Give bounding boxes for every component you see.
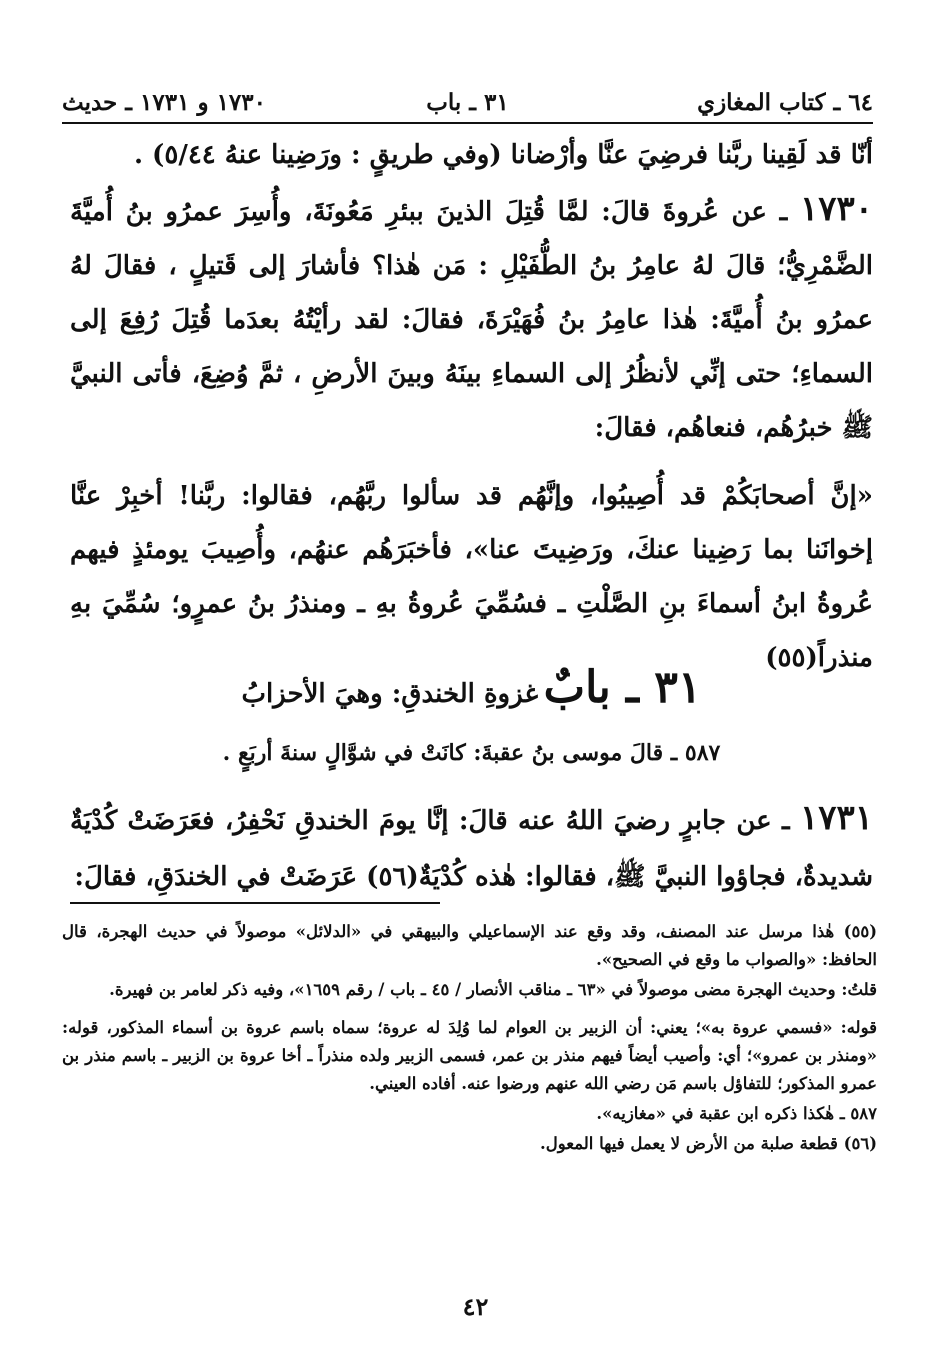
hadith-1731 xyxy=(70,790,873,905)
hadith-number: ١٧٣١ xyxy=(799,798,873,838)
hadith-number: ١٧٣٠ xyxy=(799,189,873,229)
footnote: ٥٨٧ ـ هٰكذا ذكره ابن عقبة في «مغازيه». xyxy=(596,1104,877,1123)
footnote: (٥٦) قطعة صلبة من الأرض لا يعمل فيها المعول. xyxy=(539,1134,877,1153)
chapter-heading xyxy=(70,662,873,713)
header-book-title: ٦٤ ـ كتاب المغازي xyxy=(697,89,873,116)
footnotes xyxy=(62,918,877,1160)
running-header xyxy=(62,78,873,124)
chapter-number: ٣١ ـ بابٌ xyxy=(543,662,702,713)
main-text xyxy=(70,128,873,685)
hadith-text: ـ عن جابرٍ رضيَ اللهُ عنه قالَ: إنَّا يومَ الخندقِ نَحْفِرُ، فعَرَضَتْ كُدْيَةٌ شديدةٌ، فجاؤوا النبيَّ ﷺ، فقالوا: هٰذه كُدْيَةٌ(٥٦) عَرَضَتْ في الخندَقِ، فقالَ: xyxy=(70,806,873,892)
footnote: قلتُ: وحديث الهجرة مضى موصولاً في «٦٣ ـ مناقب الأنصار / ٤٥ ـ باب / رقم ١٦٥٩»، وفيه ذكر لعامر بن فهيرة. xyxy=(109,980,877,999)
chapter-title: غزوةِ الخندقِ: وهيَ الأحزابُ xyxy=(241,679,539,709)
header-hadith-range: ١٧٣٠ و ١٧٣١ ـ حديث xyxy=(62,89,266,116)
page-number: ٤٢ xyxy=(462,1292,489,1321)
footnote-divider xyxy=(70,902,440,904)
hadith-text: ـ عن عُروةَ قالَ: لمَّا قُتِلَ الذينَ ببئرِ مَعُونَةَ، وأُسِرَ عمرُو بنُ أُميَّةَ الضَّمْرِيُّ؛ قالَ لهُ عامِرُ بنُ الطُّفَيْلِ : مَن هٰذا؟ فأشارَ إلى قَتيلٍ ، فقالَ لهُ عمرُو بنُ أُميَّةَ: هٰذا عامِرُ بنُ فُهَيْرَةَ، فقالَ: لقد رأيْتُهُ بعدَما قُتِلَ رُفِعَ إلى السماءِ؛ حتى إنِّي لأنظُرُ إلى السماءِ بينَهُ وبينَ الأرضِ ، ثمَّ وُضِعَ، فأتى النبيَّ ﷺ خبرُهُم، فنعاهُم، فقالَ: xyxy=(70,197,873,443)
header-chapter: ٣١ ـ باب xyxy=(426,89,509,116)
footnote: قوله: «فسمي عروة به»؛ يعني: أن الزبير بن العوام لما وُلِدَ له عروة؛ سماه باسم عروة بن أسماء المذكور، قوله: «ومنذر بن عمرو»؛ أي: وأصيب أيضاً فيهم منذر بن عمر، فسمى الزبير ولده منذراً ـ أخا عروة بن الزبير ـ باسم منذر بن عمرو المذكور؛ للتفاؤل باسم مَن رضي الله عنهم ورضوا عنه. أفاده العيني. xyxy=(62,1018,877,1093)
footnote: (٥٥) هٰذا مرسل عند المصنف، وقد وقع عند الإسماعيلي والبيهقي في «الدلائل» موصولاً في حديث الهجرة، قال الحافظ: «والصواب ما وقع في الصحيح». xyxy=(62,922,877,969)
hadith-quote: «إنَّ أصحابَكُمْ قد أُصِيبُوا، وإنَّهُم قد سألوا ربَّهُم، فقالوا: ربَّنا! أخبِرْ عنَّا إخوانَنا بما رَضِينا عنكَ، ورَضِيتَ عنا»، فأخبَرَهُم عنهُم، وأُصِيبَ يومئذٍ فيهم عُروةُ ابنُ أسماءَ بنِ الصَّلْتِ ـ فسُمِّيَ عُروةُ بهِ ـ ومنذرُ بنُ عمرٍو؛ سُمِّيَ بهِ منذراً(٥٥) xyxy=(70,481,873,673)
note-587: ٥٨٧ ـ قالَ موسى بنُ عقبةَ: كانَتْ في شوَّالٍ سنةَ أربَعٍ . xyxy=(222,740,721,766)
hadith-1730 xyxy=(70,182,873,455)
opening-line: أنّا قد لَقِينا ربَّنا فرضِيَ عنَّا وأرْضانا (وفي طريقٍ : ورَضِينا عنهُ ٥/٤٤) . xyxy=(133,140,873,170)
